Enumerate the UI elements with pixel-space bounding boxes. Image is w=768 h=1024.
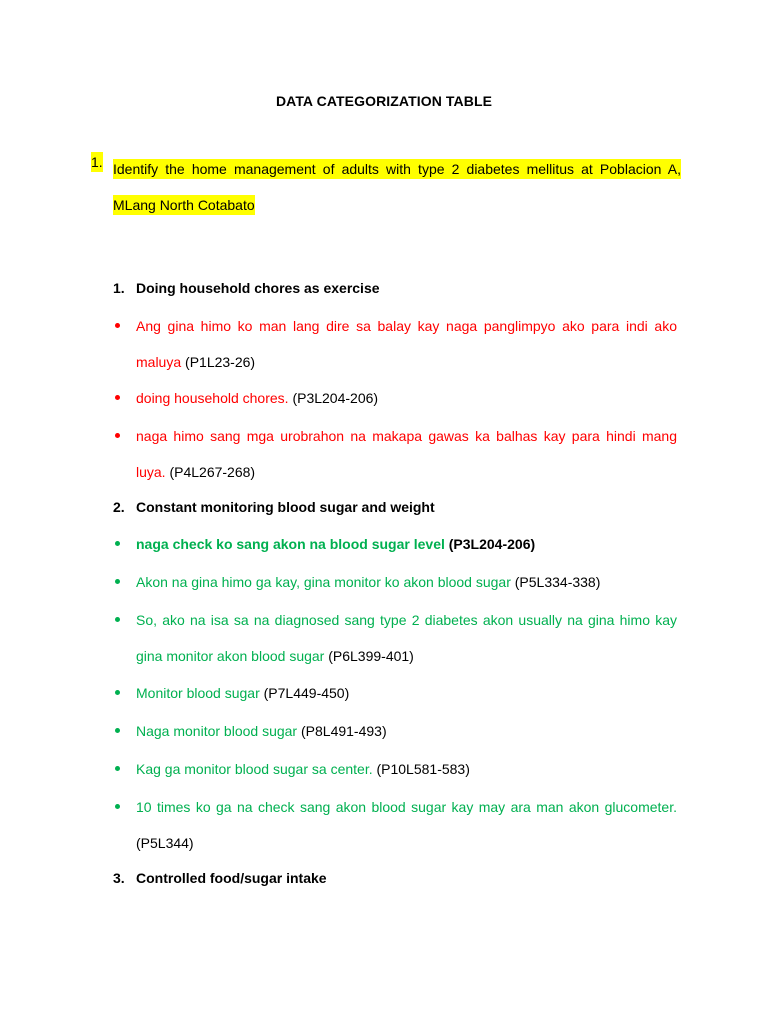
list-item <box>113 526 677 562</box>
quote-text: naga himo sang mga urobrahon na makapa gawas ka balhas kay para hindi mang luya. <box>136 428 677 480</box>
list-item <box>113 418 677 490</box>
category-heading <box>113 870 327 886</box>
list-item <box>113 602 677 674</box>
reference-text: (P8L491-493) <box>297 723 387 739</box>
quote-text: 10 times ko ga na check sang akon blood sugar kay may ara man akon glucometer. <box>136 799 677 815</box>
objective <box>91 151 681 223</box>
category-title: Constant monitoring blood sugar and weight <box>136 499 435 515</box>
objective-number: 1. <box>91 154 103 170</box>
list-item <box>113 713 677 749</box>
category-number: 2. <box>113 499 125 515</box>
list-item <box>113 380 677 416</box>
reference-text: (P4L267-268) <box>165 464 256 480</box>
quote-text: Ang gina himo ko man lang dire sa balay kay naga panglimpyo ako para indi ako maluya <box>136 318 677 370</box>
reference-text: (P6L399-401) <box>324 648 414 664</box>
category-title: Doing household chores as exercise <box>136 280 380 296</box>
quote-text: doing household chores. <box>136 390 289 406</box>
reference-text: (P1L23-26) <box>181 354 256 370</box>
quote-text: So, ako na isa sa na diagnosed sang type 2 diabetes akon usually na gina himo kay gina monitor akon blood sugar <box>136 612 677 664</box>
category-number: 1. <box>113 280 125 296</box>
quote-text: Monitor blood sugar <box>136 685 260 701</box>
objective-text: Identify the home management of adults with type 2 diabetes mellitus at Poblacion A, MLang North Cotabato <box>113 161 681 213</box>
list-item <box>113 564 677 600</box>
reference-text: (P3L204-206) <box>288 390 379 406</box>
list-item <box>113 308 677 380</box>
list-item <box>113 789 677 861</box>
reference-text: (P3L204-206) <box>444 536 536 552</box>
category-title: Controlled food/sugar intake <box>136 870 327 886</box>
list-item <box>113 675 677 711</box>
category-heading <box>113 499 435 515</box>
document-title: DATA CATEGORIZATION TABLE <box>275 93 493 109</box>
quote-text: Naga monitor blood sugar <box>136 723 298 739</box>
category-number: 3. <box>113 870 125 886</box>
reference-text: (P10L581-583) <box>372 761 470 777</box>
quote-text: Kag ga monitor blood sugar sa center. <box>136 761 373 777</box>
category-heading <box>113 280 380 296</box>
quote-text: naga check ko sang akon na blood sugar level <box>136 536 445 552</box>
reference-text: (P7L449-450) <box>259 685 350 701</box>
reference-text: (P5L334-338) <box>510 574 601 590</box>
list-item <box>113 751 677 787</box>
quote-text: Akon na gina himo ga kay, gina monitor ko akon blood sugar <box>136 574 511 590</box>
reference-text: (P5L344) <box>136 835 194 851</box>
